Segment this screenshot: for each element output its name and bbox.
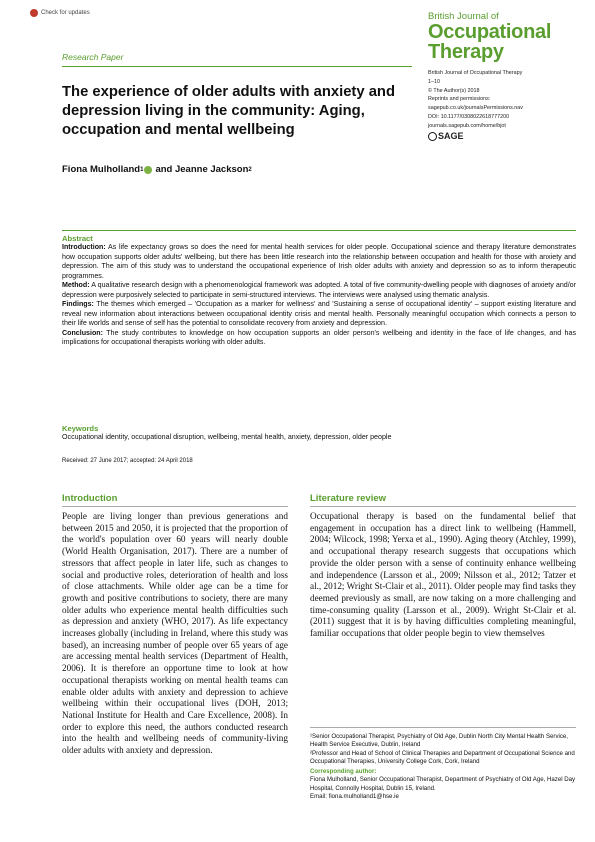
- abstract-section: [62, 230, 576, 348]
- keywords-section: [62, 424, 576, 443]
- abstract-heading: Abstract: [62, 234, 93, 243]
- journal-logo-line1: British Journal of: [428, 11, 499, 22]
- author-1-affiliation: 1: [140, 166, 144, 173]
- check-for-updates-link[interactable]: [30, 9, 90, 17]
- check-updates-label: Check for updates: [41, 10, 90, 16]
- meta-journal: British Journal of Occupational Therapy: [428, 70, 523, 76]
- keywords-heading: Keywords: [62, 424, 99, 433]
- introduction-divider: [62, 506, 288, 507]
- author-list: [62, 164, 252, 175]
- abstract-conclusion: [62, 329, 576, 348]
- footnote-divider: [310, 727, 576, 728]
- journal-logo: [428, 12, 551, 62]
- keywords-text: Occupational identity, occupational disruption, wellbeing, mental health, anxiety, depression, older people: [62, 433, 392, 441]
- meta-reprints-url[interactable]: sagepub.co.uk/journalsPermissions.nav: [428, 105, 523, 112]
- abstract-introduction: [62, 243, 576, 281]
- meta-pages: 1–10: [428, 78, 440, 85]
- journal-logo-line2: Occupational: [428, 20, 552, 43]
- abstract-method: [62, 281, 576, 300]
- abstract-conclusion-label: Conclusion:: [62, 328, 103, 337]
- introduction-heading: Introduction: [62, 493, 118, 504]
- sage-circle-icon: [428, 132, 437, 141]
- article-title: The experience of older adults with anxiety and depression living in the community: Aging, occupation and mental wellbeing: [62, 84, 396, 138]
- received-accepted-dates: Received: 27 June 2017; accepted: 24 April 2018: [62, 458, 193, 464]
- header-divider: [62, 66, 412, 67]
- corresponding-author-heading: Corresponding author:: [310, 768, 377, 776]
- journal-logo-line3: Therapy: [428, 40, 504, 63]
- affiliations-footnote: [310, 733, 576, 801]
- author-1: Fiona Mulholland: [62, 164, 141, 175]
- affiliation-1: ¹Senior Occupational Therapist, Psychiatry of Old Age, Dublin North City Mental Health Service, Health Service Executive, Dublin, Ireland: [310, 733, 568, 749]
- meta-copyright: © The Author(s) 2018: [428, 87, 480, 94]
- meta-journal-url[interactable]: journals.sagepub.com/home/bjot: [428, 122, 506, 129]
- abstract-conclusion-text: The study contributes to knowledge on how occupation supports an older person's wellbeing and identity in the face of life changes, and has implications for occupational therapists working with older adults.: [62, 328, 576, 347]
- update-badge-icon: [30, 9, 38, 17]
- introduction-body: People are living longer than previous generations and between 2015 and 2050, it is projected that the proportion of the world's population over 60 years will nearly double (World Health Organisation, 2017). There are a number of stressors that affect people in later life, such as changes to social and productive roles, deterioration of health and loss of close attachments. While older age can be a time for growth and positive contributions to society, there are many older adults who experience mental health difficulties such as depression and anxiety (WHO, 2017). As life expectancy increases globally (including in Ireland, where this study was based), an increasing number of people over 65 years of age are accessing mental health services (Department of Health, 2006). It is therefore an opportune time to look at how occupational therapists working on mental health teams can enable older adults with anxiety and depression to achieve wellbeing within their occupational lives (DOH, 2013; National Institute for Health and Care Excellence, 2008). In order to explore this need, the authors conducted research into the health and wellbeing needs of community-living older adults with anxiety and depression.: [62, 511, 288, 756]
- affiliation-2: ²Professor and Head of School of Clinical Therapies and Department of Occupational Science and Occupational Therapies, University College Cork, Cork, Ireland: [310, 749, 575, 765]
- author-2-affiliation: 2: [248, 166, 252, 173]
- abstract-findings-label: Findings:: [62, 300, 94, 309]
- abstract-method-label: Method:: [62, 281, 90, 290]
- meta-reprints: Reprints and permissions:: [428, 96, 491, 103]
- publisher-logo: [428, 132, 578, 141]
- abstract-intro-label: Introduction:: [62, 243, 106, 251]
- meta-doi[interactable]: DOI: 10.1177/0308022618777200: [428, 113, 510, 120]
- corresponding-author-email[interactable]: Email: fiona.mulholland1@hse.ie: [310, 793, 399, 801]
- abstract-intro-text: As life expectancy grows so does the need for mental health services for older people. Occupational science and therapy literature demonstrates how occupation supports older adults' wellbeing, but there has been little research into the relationship between occupation and health for those with anxiety and depression. The aim of this study was to understand the occupational experience of Irish older adults with anxiety and depression so as to inform therapeutic programmes.: [62, 243, 576, 280]
- literature-review-body: Occupational therapy is based on the fundamental belief that engagement in occupation has a direct link to wellbeing (Hammell, 2004; Wilcock, 1998; Yerxa et al., 1990). Aging theory (Atchley, 1999), and occupational therapy research suggests that occupations which provide the older person with a sense of continuity enhance wellbeing and independence (Larsson et al., 2009; Nilsson et al., 2012; Tatzer et al., 2012; Wright St-Clair et al., 2011). Older people may find tasks they deemed previously as small, are now taking on a more challenging and time-consuming quality (Larsson et al., 2009). Wright St-Clair et al. (2011) suggest that it is by having difficulties completing meaningful, familiar occupations that older people begin to view themselves: [310, 511, 576, 639]
- orcid-icon[interactable]: [144, 166, 152, 174]
- abstract-findings: [62, 300, 576, 329]
- literature-review-divider: [310, 506, 576, 507]
- author-2: and Jeanne Jackson: [155, 164, 249, 175]
- article-type: Research Paper: [62, 52, 124, 62]
- corresponding-author-text: Fiona Mulholland, Senior Occupational Therapist, Department of Psychiatry of Old Age, Hazel Day Hospital, Connolly Hospital, Dublin 15, Ireland.: [310, 776, 576, 792]
- abstract-findings-text: The themes which emerged – 'Occupation as a marker for wellness' and 'Sustaining a sense of occupational identity' – support existing literature and reveal new information about interactions between occupational identity crisis and mental health. Personally meaningful occupation which connects a person to their life worlds and sense of self has the potential to consolidate recovery from anxiety and depression.: [62, 300, 576, 328]
- article-meta: [428, 69, 578, 141]
- abstract-method-text: A qualitative research design with a phenomenological framework was adopted. A total of five community-dwelling people with diagnoses of anxiety and/or depression were purposively selected to participate in semi-structured interviews. The interviews were analysed using thematic analysis.: [62, 281, 576, 299]
- publisher-name: SAGE: [438, 130, 464, 141]
- literature-review-heading: Literature review: [310, 493, 387, 504]
